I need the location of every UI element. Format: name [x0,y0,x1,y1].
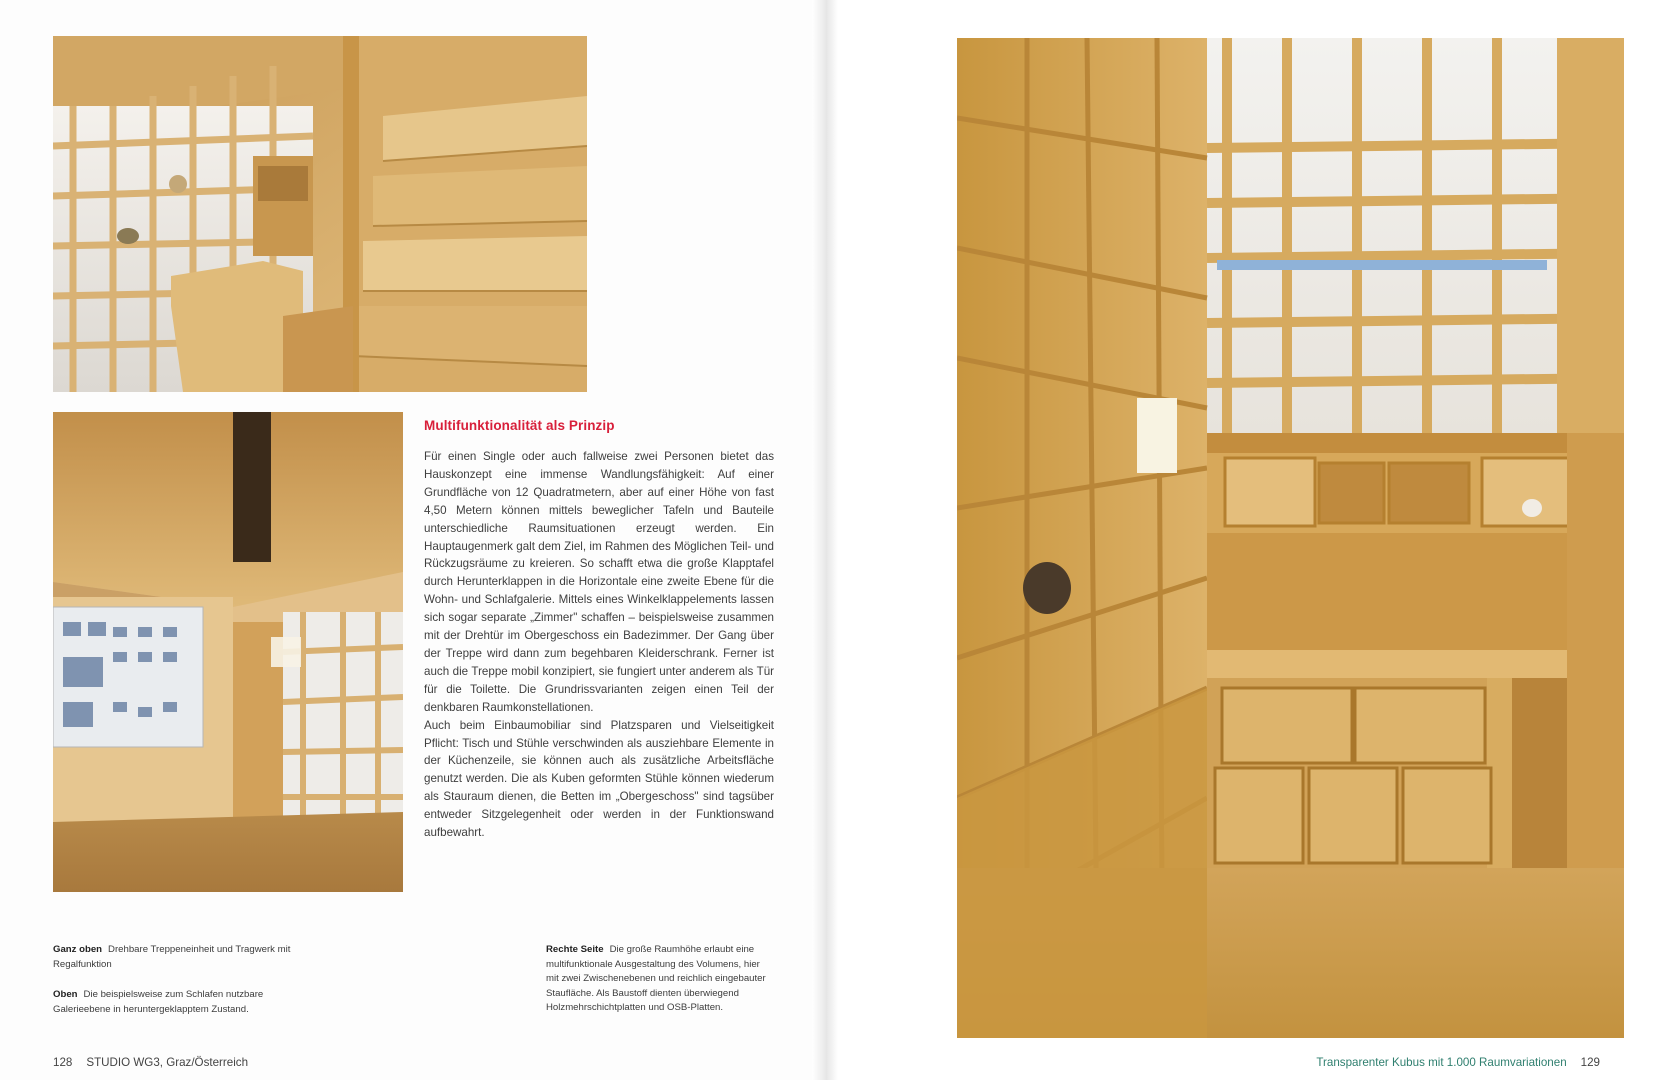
photo-stair-shelving-image [53,36,587,392]
article-block [424,418,774,842]
left-running-title: STUDIO WG3, Graz/Österreich [86,1056,249,1069]
photo-tall-interior-image [957,38,1624,1038]
caption-oben [53,988,303,1017]
photo-gallery-level [53,412,403,892]
article-heading: Multifunktionalität als Prinzip [424,418,615,433]
caption-text: Die große Raumhöhe erlaubt eine multifunktionale Ausgestaltung des Volumens, hier mit zwei Zwischenebenen und reichlich eingebauter Staufläche. Als Baustoff dienten überwiegend Holzmehrschichtplatten und OSB-Platten. [546,944,766,1013]
caption-rechte-seite [546,943,774,1016]
photo-gallery-level-image [53,412,403,892]
article-paragraph-1: Für einen Single oder auch fallweise zwei Personen bietet das Hauskonzept eine immense Wandlungsfähigkeit: Auf einer Grundfläche von 12 Quadratmetern, aber auf einer Höhe von fast 4,50 Metern können mittels beweglicher Tafeln und Bauteile unterschiedliche Raumsituationen erzeugt werden. Ein Hauptaugenmerk galt dem Ziel, im Rahmen des Möglichen Teil- und Rückzugsräume zu kreieren. So schafft etwa die große Klapptafel durch Herunterklappen in die Horizontale eine zweite Ebene für die Wohn- und Schlafgalerie. Mittels eines Winkelklappelements lassen sich sogar separate „Zimmer" schaffen – beispielsweise zusammen mit der Drehtür im Obergeschoss ein Badezimmer. Der Gang über der Treppe wird dann zum begehbaren Kleiderschrank. Ferner ist auch die Treppe mobil konzipiert, sie fungiert unter anderem als Tür für die Toilette. Die Grundrissvarianten zeigen einen Teil der denkbaren Raumkonstellationen. [424,450,774,714]
caption-label: Oben [53,989,78,1000]
article-paragraph-2: Auch beim Einbaumobiliar sind Platzsparen und Vielseitigkeit Pflicht: Tisch und Stühle verschwinden als ausziehbare Elemente in der Küchenzeile, sie können auch als zusätzliche Arbeitsfläche genutzt werden. Die als Kuben geformten Stühle können wiederum als Stauraum dienen, die Betten im „Obergeschoss" sind tagsüber entweder Sitzgelegenheit oder werden in der Funktionswand aufbewahrt. [424,718,774,840]
caption-text: Die beispielsweise zum Schlafen nutzbare Galerieebene in heruntergeklapptem Zustand. [53,989,264,1015]
left-page-number: 128 [53,1056,73,1069]
caption-label: Rechte Seite [546,944,604,955]
caption-ganz-oben [53,943,303,972]
right-running-title: Transparenter Kubus mit 1.000 Raumvariationen [1316,1056,1567,1069]
photo-tall-interior [957,38,1624,1038]
right-folio [1316,1056,1600,1069]
caption-text: Drehbare Treppeneinheit und Tragwerk mit Regalfunktion [53,944,291,970]
book-gutter [812,0,838,1080]
right-page-number: 129 [1580,1056,1600,1069]
caption-label: Ganz oben [53,944,103,955]
photo-stair-shelving [53,36,587,392]
left-folio [53,1056,248,1069]
